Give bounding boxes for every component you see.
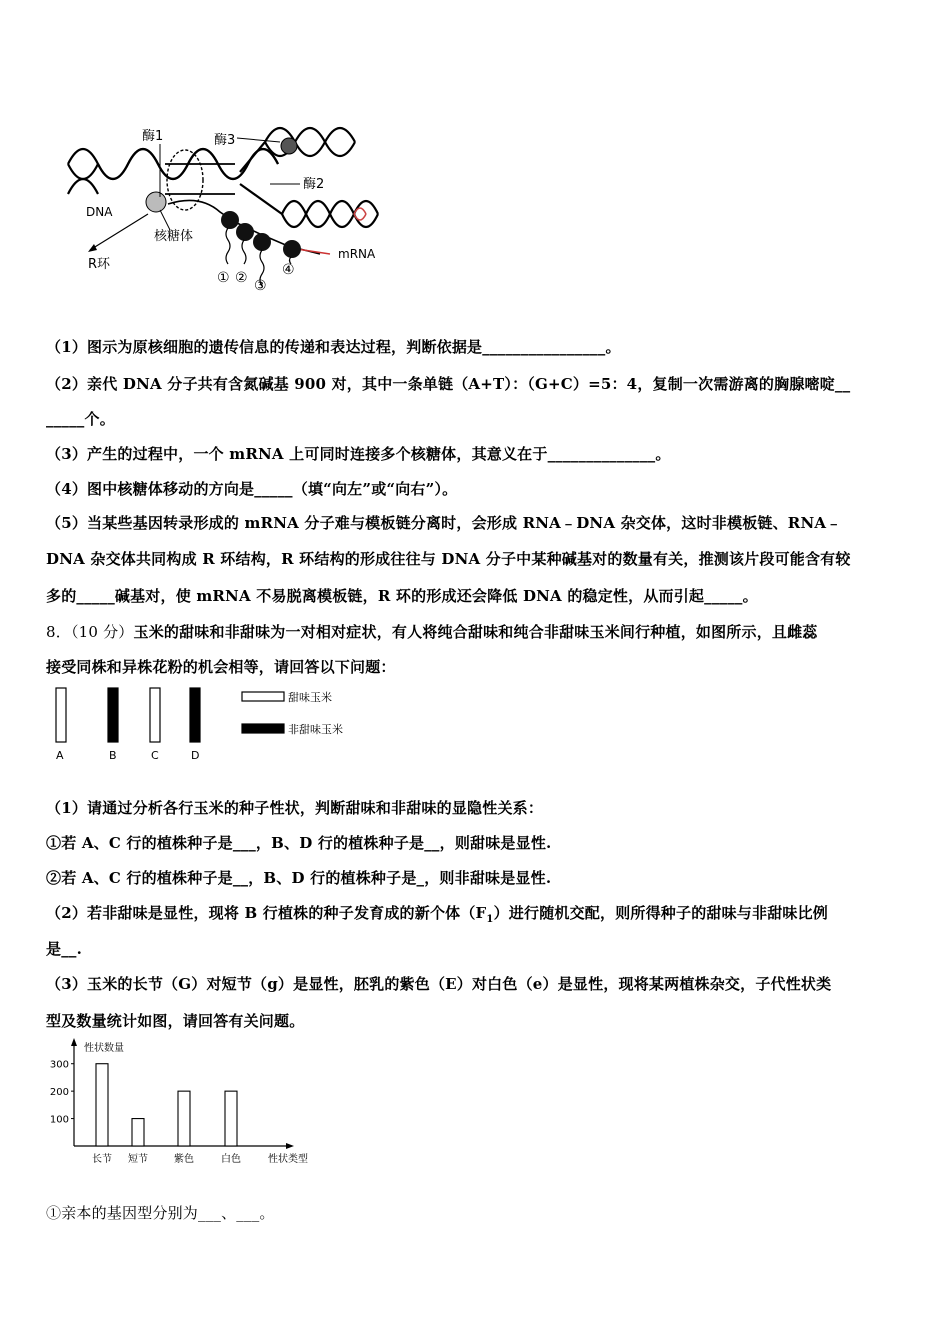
y-tick-label: 300 bbox=[49, 1059, 69, 1071]
dna-strand bbox=[240, 142, 265, 172]
rna-polymerase bbox=[146, 192, 166, 212]
q7-part3: （3）产生的过程中，一个 mRNA 上可同时连接多个核糖体，其意义在于______________。 bbox=[46, 445, 671, 463]
ribosome bbox=[283, 240, 301, 258]
row-label-d: D bbox=[191, 749, 200, 762]
helicase bbox=[281, 138, 297, 154]
subscript-1: 1 bbox=[486, 914, 494, 925]
label-enzyme1: 酶1 bbox=[142, 129, 164, 144]
q7-part1: （1）图示为原核细胞的遗传信息的传递和表达过程，判断依据是________________。 bbox=[46, 338, 621, 356]
legend-swatch-nonsweet bbox=[242, 724, 284, 733]
label-dna: DNA bbox=[86, 205, 113, 219]
y-axis-label: 性状数量 bbox=[84, 1043, 124, 1054]
legend-nonsweet: 非甜味玉米 bbox=[288, 723, 343, 736]
row-label-b: B bbox=[109, 749, 117, 762]
leader-line bbox=[160, 210, 170, 230]
x-axis-arrow bbox=[286, 1143, 294, 1149]
row-label-a: A bbox=[56, 749, 64, 762]
question-number: 8．（10 分） bbox=[46, 623, 134, 641]
dna-strand bbox=[282, 201, 378, 227]
label-n1: ① bbox=[217, 270, 230, 286]
row-label-c: C bbox=[151, 749, 159, 762]
corn-rows-diagram bbox=[50, 684, 370, 766]
x-axis-label: 性状类型 bbox=[268, 1154, 308, 1165]
bar-长节 bbox=[96, 1064, 108, 1146]
q8-sub1: （1）请通过分析各行玉米的种子性状，判断甜味和非甜味的显隐性关系： bbox=[46, 799, 544, 817]
label-n2: ② bbox=[235, 270, 248, 286]
q7-part2-line2: _____个。 bbox=[46, 410, 115, 428]
legend-swatch-sweet bbox=[242, 692, 284, 701]
dna-strand bbox=[68, 164, 98, 179]
label-enzyme3: 酶3 bbox=[214, 133, 236, 148]
label-mrna: mRNA bbox=[338, 247, 376, 261]
rloop-arrow bbox=[90, 214, 148, 250]
bar-紫色 bbox=[178, 1091, 190, 1146]
peptide-chain bbox=[226, 228, 230, 264]
bar-短节 bbox=[132, 1119, 144, 1146]
q8-sub3-line2: 型及数量统计如图，请回答有关问题。 bbox=[46, 1012, 305, 1030]
ribosome bbox=[236, 223, 254, 241]
category-label: 白色 bbox=[221, 1154, 241, 1165]
y-tick-label: 100 bbox=[49, 1114, 69, 1126]
category-label: 紫色 bbox=[174, 1154, 194, 1165]
q8-sub2-text-b: ）进行随机交配，则所得种子的甜味与非甜味比例 bbox=[493, 904, 828, 922]
q8-sub2-line2: 是__. bbox=[46, 940, 83, 958]
q8-intro-line1 bbox=[46, 621, 818, 642]
q7-part2-line1: （2）亲代 DNA 分子共有含氮碱基 900 对，其中一条单链（A+T）：（G+C）=5：4，复制一次需游离的胸腺嘧啶__ bbox=[46, 375, 851, 393]
category-label: 长节 bbox=[92, 1154, 112, 1165]
q7-part5-line3: 多的_____碱基对，使 mRNA 不易脱离模板链，R 环的形成还会降低 DNA 的稳定性，从而引起_____。 bbox=[46, 587, 758, 605]
trait-bar-chart bbox=[48, 1036, 328, 1171]
q8-intro-text: 玉米的甜味和非甜味为一对相对症状，有人将纯合甜味和纯合非甜味玉米间行种植，如图所示，且雌蕊 bbox=[133, 623, 818, 641]
peptide-chain bbox=[242, 240, 246, 264]
ribosome bbox=[221, 211, 239, 229]
y-tick-label: 200 bbox=[49, 1087, 69, 1099]
q7-part5-line1: （5）当某些基因转录形成的 mRNA 分子难与模板链分离时，会形成 RNA﹣DNA 杂交体，这时非模板链、RNA﹣ bbox=[46, 514, 842, 532]
dna-diagram bbox=[60, 122, 390, 300]
q8-sub3-q1: ①亲本的基因型分别为___、___。 bbox=[46, 1204, 275, 1222]
q8-sub1-option2: ②若 A、C 行的植株种子是__，B、D 行的植株种子是_，则非甜味是显性. bbox=[46, 869, 552, 887]
y-axis-arrow bbox=[71, 1038, 77, 1046]
bar-白色 bbox=[225, 1091, 237, 1146]
q8-sub2-line1 bbox=[46, 902, 828, 925]
dna-strand bbox=[68, 149, 278, 194]
label-enzyme2: 酶2 bbox=[303, 177, 325, 192]
category-label: 短节 bbox=[128, 1154, 148, 1165]
row-c-sweet bbox=[150, 688, 160, 742]
legend-sweet: 甜味玉米 bbox=[288, 691, 332, 704]
row-b-nonsweet bbox=[108, 688, 118, 742]
q8-sub2-text-a: （2）若非甜味是显性，现将 B 行植株的种子发育成的新个体（F bbox=[46, 904, 487, 922]
q8-sub3-line1: （3）玉米的长节（G）对短节（g）是显性，胚乳的紫色（E）对白色（e）是显性，现将某两植株杂交，子代性状类 bbox=[46, 975, 832, 993]
label-n4: ④ bbox=[282, 262, 295, 278]
label-n3: ③ bbox=[254, 278, 267, 294]
q7-part5-line2: DNA 杂交体共同构成 R 环结构，R 环结构的形成往往与 DNA 分子中某种碱基对的数量有关，推测该片段可能含有较 bbox=[46, 550, 851, 568]
leader-line bbox=[237, 138, 280, 142]
arrowhead bbox=[88, 244, 97, 252]
row-d-nonsweet bbox=[190, 688, 200, 742]
q7-part4: （4）图中核糖体移动的方向是_____（填“向左”或“向右”）。 bbox=[46, 480, 458, 498]
rna-strand bbox=[354, 208, 366, 220]
label-ribosome: 核糖体 bbox=[154, 229, 194, 244]
dna-strand bbox=[240, 184, 282, 214]
q8-sub1-option1: ①若 A、C 行的植株种子是___，B、D 行的植株种子是__，则甜味是显性. bbox=[46, 834, 552, 852]
q8-intro-line2: 接受同株和异株花粉的机会相等，请回答以下问题： bbox=[46, 658, 396, 676]
row-a-sweet bbox=[56, 688, 66, 742]
ribosome bbox=[253, 233, 271, 251]
label-rloop: R环 bbox=[88, 257, 111, 272]
